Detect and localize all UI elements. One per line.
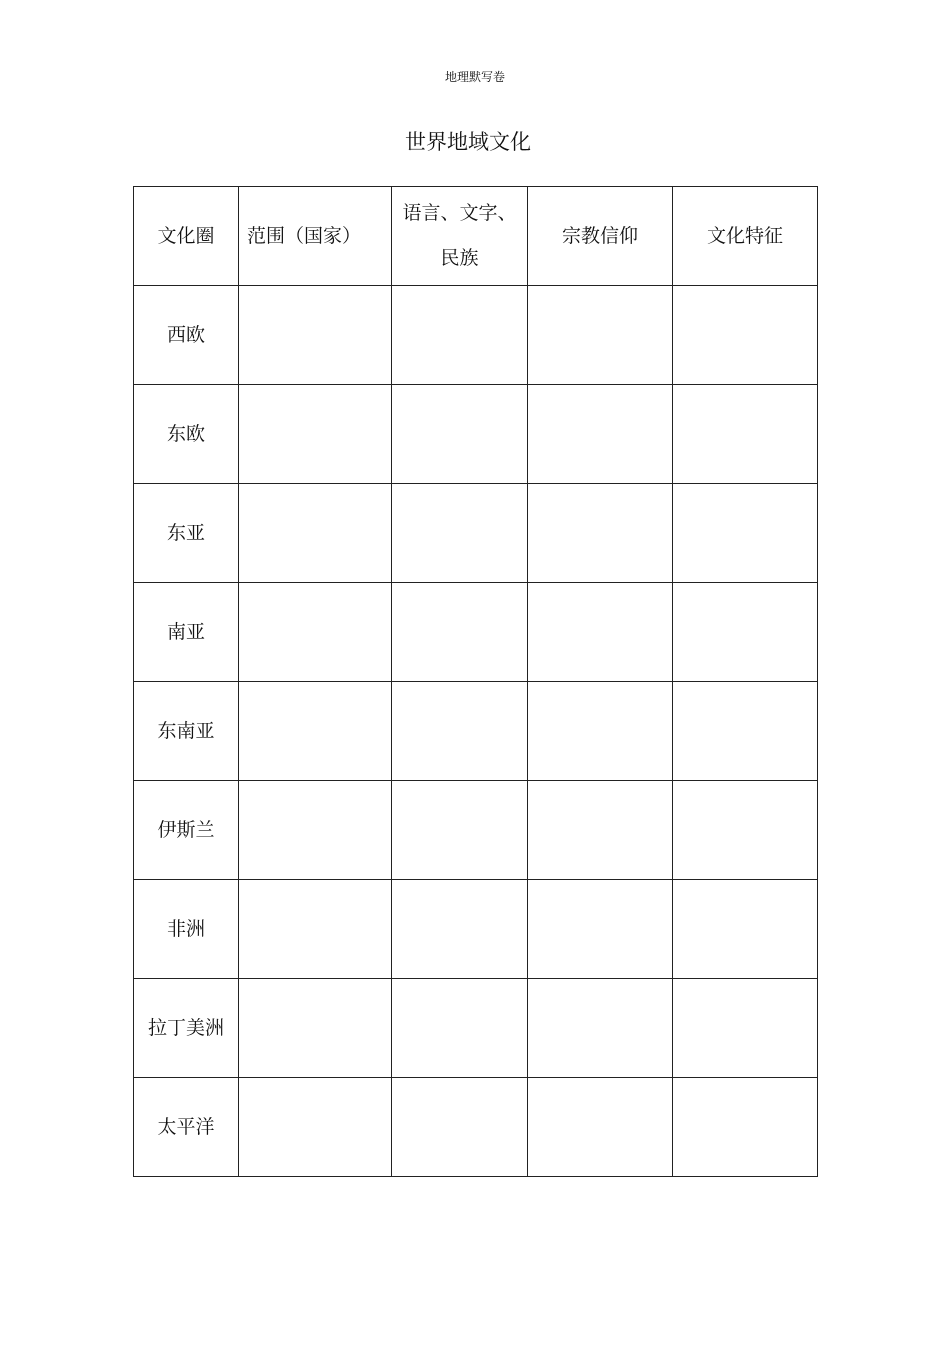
table-row	[134, 1078, 818, 1177]
blank-cell	[528, 484, 673, 583]
page-title: 世界地域文化	[405, 130, 531, 154]
blank-cell	[528, 583, 673, 682]
blank-cell	[392, 781, 528, 880]
blank-cell	[528, 682, 673, 781]
row-label: 非洲	[134, 880, 239, 979]
blank-cell	[392, 1078, 528, 1177]
blank-cell	[673, 385, 818, 484]
column-header-religion: 宗教信仰	[528, 187, 673, 286]
row-label: 东亚	[134, 484, 239, 583]
table-row	[134, 682, 818, 781]
blank-cell	[673, 880, 818, 979]
blank-cell	[239, 484, 392, 583]
blank-cell	[528, 880, 673, 979]
page-header: 地理默写卷	[444, 70, 505, 84]
table-row	[134, 484, 818, 583]
blank-cell	[528, 979, 673, 1078]
table-row	[134, 286, 818, 385]
column-header-culture-circle: 文化圈	[134, 187, 239, 286]
blank-cell	[673, 484, 818, 583]
row-label: 伊斯兰	[134, 781, 239, 880]
table-row	[134, 979, 818, 1078]
column-header-scope: 范围（国家）	[239, 187, 392, 286]
blank-cell	[239, 979, 392, 1078]
table-row	[134, 385, 818, 484]
table-header-row	[134, 187, 818, 286]
row-label: 东南亚	[134, 682, 239, 781]
blank-cell	[392, 880, 528, 979]
blank-cell	[239, 781, 392, 880]
blank-cell	[239, 286, 392, 385]
blank-cell	[239, 583, 392, 682]
culture-table	[133, 186, 818, 1177]
table-row	[134, 880, 818, 979]
row-label: 西欧	[134, 286, 239, 385]
blank-cell	[673, 286, 818, 385]
blank-cell	[673, 979, 818, 1078]
blank-cell	[673, 1078, 818, 1177]
blank-cell	[239, 1078, 392, 1177]
blank-cell	[673, 682, 818, 781]
blank-cell	[528, 286, 673, 385]
blank-cell	[392, 484, 528, 583]
row-label: 太平洋	[134, 1078, 239, 1177]
row-label: 南亚	[134, 583, 239, 682]
column-header-features: 文化特征	[673, 187, 818, 286]
blank-cell	[392, 979, 528, 1078]
blank-cell	[528, 781, 673, 880]
table-row	[134, 583, 818, 682]
blank-cell	[673, 583, 818, 682]
table-row	[134, 781, 818, 880]
blank-cell	[392, 385, 528, 484]
blank-cell	[673, 781, 818, 880]
blank-cell	[392, 583, 528, 682]
blank-cell	[239, 385, 392, 484]
column-header-language: 语言、文字、民族	[392, 187, 528, 286]
blank-cell	[528, 385, 673, 484]
blank-cell	[528, 1078, 673, 1177]
blank-cell	[392, 286, 528, 385]
blank-cell	[239, 880, 392, 979]
blank-cell	[239, 682, 392, 781]
row-label: 东欧	[134, 385, 239, 484]
blank-cell	[392, 682, 528, 781]
row-label: 拉丁美洲	[134, 979, 239, 1078]
